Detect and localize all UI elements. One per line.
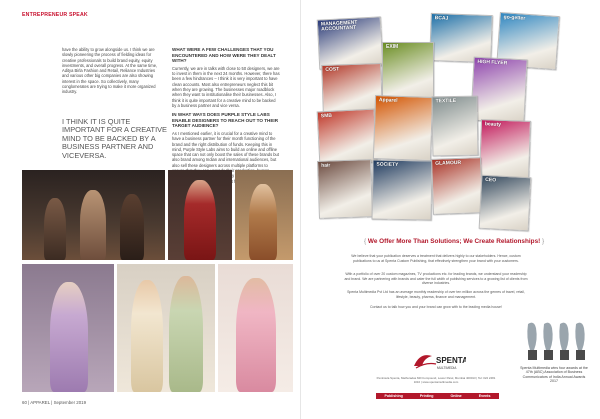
service-printing: Printing	[419, 394, 434, 398]
magazine-cover	[382, 42, 434, 102]
magazine-cover	[373, 95, 433, 161]
magazine-title: GLAMOUR	[435, 159, 462, 167]
fashion-photo-1	[22, 170, 165, 260]
right-paragraph-1: We believe that your publication deserves a treatment that delivers highly to our stakeholders. Hence, custom publications to us at Spenta Custom Publishing, that effectively strengthen your brand with your customers.	[351, 254, 521, 263]
magazine-title: TEXTILE	[435, 97, 457, 105]
address: Peninsula Spenta, Mathuradas Mill Compound, Lower Parel, Mumbai 400013 | Tel: 022 2481 1010 | www.spentamultimedia.com	[376, 376, 496, 384]
magazine-title: SOCIETY	[376, 161, 399, 168]
magazine-title: MANAGEMENT ACCOUNTANT	[320, 19, 358, 33]
magazine-title: beauty	[484, 121, 502, 128]
question-2: IN WHAT WAYS DOES PURPLE STYLE LABS ENABLE DESIGNERS TO REACH OUT TO THEIR TARGET AUDIENCE?	[172, 112, 279, 129]
pull-quote: I THINK IT IS QUITE IMPORTANT FOR A CREATIVE MIND TO BE BACKED BY A BUSINESS PARTNER AND VICEVERSA.	[62, 117, 167, 160]
fashion-photo-4	[22, 264, 114, 392]
body-column-1: have the ability to grow alongside us. I think we are slowly pioneering the process of fielding ideas for creative professionals to build brand equity, equity investments, and overall progress. At the same time, Aditya Birla Fashion and Retail, Reliance Industries and various other big companies are also showing interest in the space. So collectively, many conglomerates are trying to make it more organized industry.	[62, 47, 158, 95]
logo-sub: MULTIMEDIA	[437, 366, 457, 370]
services-bar	[376, 393, 499, 399]
right-paragraph-2: With a portfolio of over 20 custom magazines, TV productions etc. for leading brands, we understand your readership and brand. We are partnering with brands and cater the full width of publishing services to a growing list of clients from diverse industries.	[344, 272, 528, 286]
section-label: ENTREPRENEUR SPEAK	[22, 12, 88, 18]
award-caption: Spenta Multimedia wins four awards at the 47th (ABC) Association of Business Communicators of India Annual Awards 2017	[520, 366, 588, 384]
magazine-cover	[317, 16, 384, 69]
magazine-cover	[321, 63, 383, 113]
magazine-title: Apparel	[378, 97, 398, 104]
magazine-cover	[479, 119, 531, 179]
magazine-cover	[317, 159, 373, 219]
page-footer: 60 | APPAREL | September 2019	[22, 400, 87, 405]
fashion-photo-5	[117, 264, 215, 392]
right-paragraph-3: Spenta Multimedia Pvt Ltd has an average monthly readership of over ten million across the genres of travel, retail, lifestyle, beauty, pharma, finance and management.	[347, 290, 525, 299]
service-online: Online	[450, 394, 462, 398]
question-1: WHAT WERE A FEW CHALLENGES THAT YOU ENCOUNTERED AND HOW WERE THEY DEALT WITH?	[172, 47, 276, 64]
fashion-photo-6	[218, 264, 293, 392]
spenta-logo	[406, 346, 466, 378]
magazine-cover	[429, 13, 493, 63]
awards-trophies-icon	[520, 320, 590, 366]
magazine-cover	[431, 157, 483, 215]
magazine-title: HIGH FLYER	[477, 58, 508, 67]
tagline: { We Offer More Than Solutions; We Create Relationships! }	[364, 238, 545, 245]
spenta-logo-mark-icon	[406, 346, 466, 376]
magazine-title: EXIM	[386, 44, 399, 50]
magazine-title: COST	[325, 66, 340, 73]
fashion-photo-3	[235, 170, 293, 260]
magazine-title: hair	[321, 162, 331, 169]
service-publishing: Publishing	[384, 394, 403, 398]
answer-2: As I mentioned earlier, it is crucial for a creative mind to have a business partner for their month functioning of the brand and the right distribution of funds. Keeping this in mind, Purple Style Labs aims to build an online and offline space that can not only boost the sales of these brands but also brand among Indian and international audiences, but also sell these designers across multiple platforms to	[172, 130, 279, 168]
magazine-title: go-getter	[503, 14, 526, 22]
logo-name: SPENTA	[436, 356, 466, 365]
magazine-title: SMB	[320, 112, 333, 120]
magazine-cover	[470, 57, 527, 124]
right-paragraph-4: Contact us to talk how you and your brand can grow with to the leading media house!	[370, 305, 502, 309]
magazine-cover	[431, 96, 478, 157]
magazine-title: CEO	[485, 176, 497, 184]
fashion-photo-2	[168, 170, 232, 260]
service-events: Events	[478, 394, 491, 398]
answer-1: Currently, we are in talks with close to 50 designers, we are to invest in them in the next 24 months. However, there has been a few hindrances – I think it is very important to have clean accounts. Most also entrepreneurs neglect this bit when they are growing. The businesses major roadblock when they want to institutionalise their businesses. Also, I think it is quite important for a creative mind to be backed by a business partner and vice versa.	[172, 65, 280, 108]
magazine-cover	[371, 159, 432, 220]
tagline-text: We Offer More Than Solutions; We Create Relationships!	[367, 238, 541, 245]
magazine-cover	[479, 175, 532, 232]
magazine-cover	[317, 109, 378, 166]
magazine-title: BCAJ	[434, 15, 449, 22]
